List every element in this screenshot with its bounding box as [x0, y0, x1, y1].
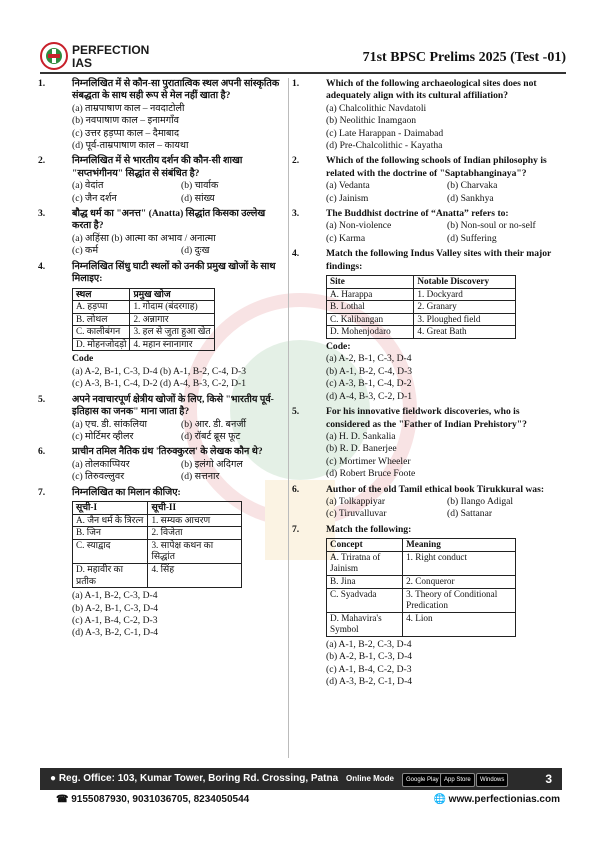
option-a-b: (a) अहिंसा (b) आत्मा का अभाव / अनात्मा: [72, 232, 216, 244]
table-cell: C. Kalibangan: [327, 313, 414, 326]
option-c: (c) तिरुवल्लुवर: [72, 471, 125, 483]
table-cell: 3. Ploughed field: [414, 313, 516, 326]
table-row: [327, 588, 516, 612]
question-6-english: [292, 484, 564, 521]
footer-bar: [40, 768, 562, 790]
question-3-english: [292, 208, 564, 245]
question-text: Which of the following schools of Indian philosophy is related with the doctrine of "Saptabhanginaya"?: [326, 155, 547, 179]
table-row: [73, 527, 242, 540]
table-cell: D. Mahavira's Symbol: [327, 612, 403, 636]
question-number: 5.: [38, 393, 46, 405]
match-table: [326, 538, 516, 637]
address-text: Reg. Office: 103, Kumar Tower, Boring Rd. Crossing, Patna: [58, 773, 339, 784]
question-text: The Buddhist doctrine of “Anatta” refers to:: [326, 208, 509, 220]
table-cell: C. स्याद्वाद: [73, 539, 148, 563]
option-c: (c) Late Harappan - Daimabad: [326, 127, 444, 139]
table-row: [327, 575, 516, 588]
table-row: [73, 313, 215, 326]
online-mode-label: Online Mode: [346, 774, 394, 783]
option-d: (d) सांख्य: [181, 192, 215, 204]
test-title: 71st BPSC Prelims 2025 (Test -01): [362, 50, 566, 65]
table-row: [73, 539, 242, 563]
table-header: Meaning: [403, 539, 516, 552]
table-cell: 2. अन्नागार: [130, 313, 214, 326]
question-number: 7.: [38, 486, 46, 498]
table-cell: C. Syadvada: [327, 588, 403, 612]
table-row: [327, 313, 516, 326]
website-text: www.perfectionias.com: [448, 794, 560, 805]
table-header: Notable Discovery: [414, 276, 516, 289]
header-divider: [40, 72, 566, 74]
table-cell: 2. Conqueror: [403, 575, 516, 588]
option-a: (a) Vedanta: [326, 180, 370, 192]
english-column: [292, 78, 564, 692]
column-divider: [288, 78, 289, 758]
option-d: (d) Sankhya: [447, 192, 494, 204]
table-cell: C. कालीबंगन: [73, 326, 130, 339]
table-cell: B. जिन: [73, 527, 148, 540]
table-row: [73, 563, 242, 587]
option-b: (b) नवपाषाण काल – इनामगाँव: [72, 115, 179, 127]
option-b: (b) R. D. Banerjee: [326, 443, 397, 455]
hindi-column: [38, 78, 286, 643]
option-d: (d) रॉबर्ट ब्रूस फूट: [181, 430, 241, 442]
option-a: (a) A-1, B-2, C-3, D-4: [326, 638, 412, 650]
table-cell: D. Mohenjodaro: [327, 326, 414, 339]
table-cell: 4. महान स्नानागार: [130, 338, 214, 351]
table-cell: 4. सिंह: [148, 563, 242, 587]
table-cell: 4. Lion: [403, 612, 516, 636]
question-number: 6.: [38, 446, 46, 458]
table-cell: 1. Right conduct: [403, 551, 516, 575]
table-cell: 3. Theory of Conditional Predication: [403, 588, 516, 612]
phone-text: 9155087930, 9031036705, 8234050544: [71, 794, 250, 805]
question-6-hindi: [38, 446, 286, 483]
table-cell: 1. सम्यक आचरण: [148, 514, 242, 527]
question-text: निम्नलिखित में से भारतीय दर्शन की कौन-सी शाखा "सप्तभंगीनय" सिद्धांत से संबंधित है?: [72, 155, 243, 179]
question-7-hindi: [38, 487, 286, 640]
google-play-badge[interactable]: Google Play: [402, 773, 443, 787]
option-b: (b) चार्वाक: [181, 180, 219, 192]
question-number: 3.: [38, 208, 46, 220]
question-text: बौद्ध धर्म का "अनत्त" (Anatta) सिद्धांत किसका उल्लेख करता है?: [72, 208, 266, 232]
table-cell: B. Jina: [327, 575, 403, 588]
match-table: [72, 501, 242, 588]
question-text: निम्नलिखित सिंधु घाटी स्थलों को उनकी प्रमुख खोजों के साथ मिलाइए:: [72, 260, 276, 285]
question-number: 4.: [292, 248, 300, 260]
option-a: (a) वेदांत: [72, 180, 104, 192]
option-a: (a) Non-violence: [326, 220, 392, 232]
option-d: (d) Pre-Chalcolithic - Kayatha: [326, 140, 443, 152]
table-header: स्थल: [73, 288, 130, 301]
option-a: (a) Tolkappiyar: [326, 495, 386, 507]
table-cell: D. मोहनजोदड़ो: [73, 338, 130, 351]
table-header: सूची-II: [148, 501, 242, 514]
table-cell: A. Triratna of Jainism: [327, 551, 403, 575]
location-pin-icon: ●: [50, 773, 57, 784]
question-number: 6.: [292, 483, 300, 495]
option-b: (b) आर. डी. बनर्जी: [181, 418, 246, 430]
option-d: (d) Sattanar: [447, 508, 493, 520]
page-number: 3: [545, 772, 552, 786]
code-label: Code: [72, 353, 94, 365]
question-text: Match the following Indus Valley sites with their major findings:: [326, 248, 552, 272]
option-c: (c) मोर्टिमर व्हीलर: [72, 430, 134, 442]
code-options-row: (c) A-3, B-1, C-4, D-2 (d) A-4, B-3, C-2, D-1: [72, 378, 246, 390]
table-row: [327, 326, 516, 339]
option-a: (a) ताम्रपाषाण काल – नवदाटोली: [72, 102, 185, 114]
question-number: 1.: [292, 78, 300, 89]
option-a: (a) A-1, B-2, C-3, D-4: [72, 590, 158, 602]
phone-icon: ☎: [56, 794, 69, 805]
question-3-hindi: [38, 208, 286, 258]
option-d: (d) A-3, B-2, C-1, D-4: [326, 676, 413, 688]
table-cell: 3. सापेक्ष कथन का सिद्धांत: [148, 539, 242, 563]
option-c: (c) A-1, B-4, C-2, D-3: [72, 614, 158, 626]
question-text: अपने नवाचारपूर्ण क्षेत्रीय खोजों के लिए, किसे "भारतीय पूर्व-इतिहास का जनक" माना जाता है?: [72, 393, 274, 418]
option-d: (d) दुःख: [181, 245, 210, 257]
option-a: (a) तोलकाप्पियर: [72, 458, 130, 470]
table-cell: B. Lothal: [327, 301, 414, 314]
website-link[interactable]: [433, 794, 560, 805]
table-cell: A. हड़प्पा: [73, 301, 130, 314]
question-text: Author of the old Tamil ethical book Tirukkural was:: [326, 483, 545, 495]
table-cell: B. लोथल: [73, 313, 130, 326]
option-b: (b) A-2, B-1, C-3, D-4: [72, 602, 159, 614]
question-text: प्राचीन तमिल नैतिक ग्रंथ 'तिरुक्कुरल' के लेखक कौन थे?: [72, 446, 263, 458]
option-c: (c) Mortimer Wheeler: [326, 455, 411, 467]
question-text: निम्नलिखित में से कौन-सा पुरातात्विक स्थल अपनी सांस्कृतिक संबद्धता के साथ सही रूप से मेल नहीं खाता है?: [72, 78, 280, 102]
option-c: (c) Tiruvalluvar: [326, 508, 387, 520]
registered-office-address: [50, 773, 338, 784]
table-header: प्रमुख खोज: [130, 288, 214, 301]
option-d: (d) पूर्व-ताम्रपाषाण काल – कायथा: [72, 140, 189, 152]
option-b: (b) A-2, B-1, C-3, D-4: [326, 651, 413, 663]
option-a: (a) Chalcolithic Navdatoli: [326, 102, 427, 114]
question-number: 3.: [292, 208, 300, 220]
question-number: 2.: [38, 155, 46, 167]
table-cell: 4. Great Bath: [414, 326, 516, 339]
option-c: (c) Karma: [326, 232, 366, 244]
match-table: [326, 275, 516, 339]
option-c: (c) Jainism: [326, 192, 369, 204]
question-number: 4.: [38, 260, 46, 272]
table-row: [73, 301, 215, 314]
question-text: Match the following:: [326, 523, 412, 535]
table-row: [73, 338, 215, 351]
brand-line-2: IAS: [72, 56, 93, 70]
table-cell: D. महावीर का प्रतीक: [73, 563, 148, 587]
option-d: (d) A-4, B-3, C-2, D-1: [326, 390, 413, 402]
question-4-english: [292, 248, 564, 403]
table-header: सूची-I: [73, 501, 148, 514]
table-cell: 2. विजेता: [148, 527, 242, 540]
phone-numbers: [56, 794, 249, 805]
option-a: (a) H. D. Sankalia: [326, 430, 396, 442]
table-row: [327, 288, 516, 301]
match-table: [72, 288, 215, 352]
table-row: [73, 326, 215, 339]
question-5-hindi: [38, 394, 286, 444]
table-row: [327, 301, 516, 314]
question-number: 5.: [292, 406, 300, 418]
option-d: (d) Robert Bruce Foote: [326, 468, 416, 480]
question-2-hindi: [38, 155, 286, 205]
question-number: 1.: [38, 78, 46, 89]
option-c: (c) उत्तर हड़प्पा काल – दैमाबाद: [72, 127, 180, 139]
option-c: (c) कर्म: [72, 245, 99, 257]
table-cell: 3. हल से जुता हुआ खेत: [130, 326, 214, 339]
table-cell: A. Harappa: [327, 288, 414, 301]
table-header: Site: [327, 276, 414, 289]
question-text: निम्नलिखित का मिलान कीजिए:: [72, 486, 181, 498]
option-b: (b) Non-soul or no-self: [447, 220, 536, 232]
perfection-ias-logo-icon: [40, 42, 68, 70]
table-cell: 1. गोदाम (बंदरगाह): [130, 301, 214, 314]
table-row: [327, 612, 516, 636]
brand-line-1: PERFECTION: [72, 43, 150, 57]
option-b: (b) Neolithic Inamgaon: [326, 115, 417, 127]
option-a: (a) A-2, B-1, C-3, D-4: [326, 353, 412, 365]
question-5-english: [292, 406, 564, 480]
option-b: (b) Ilango Adigal: [447, 495, 514, 507]
question-4-hindi: [38, 261, 286, 391]
table-cell: 2. Granary: [414, 301, 516, 314]
option-b: (b) Charvaka: [447, 180, 498, 192]
option-c: (c) A-3, B-1, C-4, D-2: [326, 378, 412, 390]
table-row: [73, 514, 242, 527]
globe-icon: 🌐: [433, 794, 446, 805]
question-1-english: [292, 78, 564, 152]
code-label: Code:: [326, 341, 351, 353]
option-b: (b) A-1, B-2, C-4, D-3: [326, 365, 413, 377]
question-7-english: [292, 524, 564, 689]
table-cell: A. जैन धर्म के त्रिरत्न: [73, 514, 148, 527]
question-text: Which of the following archaeological sites does not adequately align with its cultural affiliation?: [326, 78, 537, 102]
table-header: Concept: [327, 539, 403, 552]
code-options-row: (a) A-2, B-1, C-3, D-4 (b) A-1, B-2, C-4, D-3: [72, 365, 246, 377]
question-2-english: [292, 155, 564, 205]
app-store-badge[interactable]: App Store: [440, 773, 475, 787]
question-text: For his innovative fieldwork discoveries, who is considered as the "Father of Indian Prehistory"?: [326, 406, 527, 430]
option-b: (b) इलंगो अदिगल: [181, 458, 243, 470]
option-a: (a) एच. डी. सांकलिया: [72, 418, 148, 430]
brand-name: [72, 44, 149, 70]
question-1-hindi: [38, 78, 286, 152]
option-d: (d) A-3, B-2, C-1, D-4: [72, 627, 159, 639]
option-c: (c) जैन दर्शन: [72, 192, 117, 204]
question-number: 2.: [292, 155, 300, 167]
option-d: (d) सत्तनार: [181, 471, 220, 483]
option-d: (d) Suffering: [447, 232, 497, 244]
windows-store-badge[interactable]: Windows: [476, 773, 508, 787]
table-cell: 1. Dockyard: [414, 288, 516, 301]
question-number: 7.: [292, 523, 300, 535]
page-header: [0, 0, 600, 72]
option-c: (c) A-1, B-4, C-2, D-3: [326, 663, 412, 675]
table-row: [327, 551, 516, 575]
